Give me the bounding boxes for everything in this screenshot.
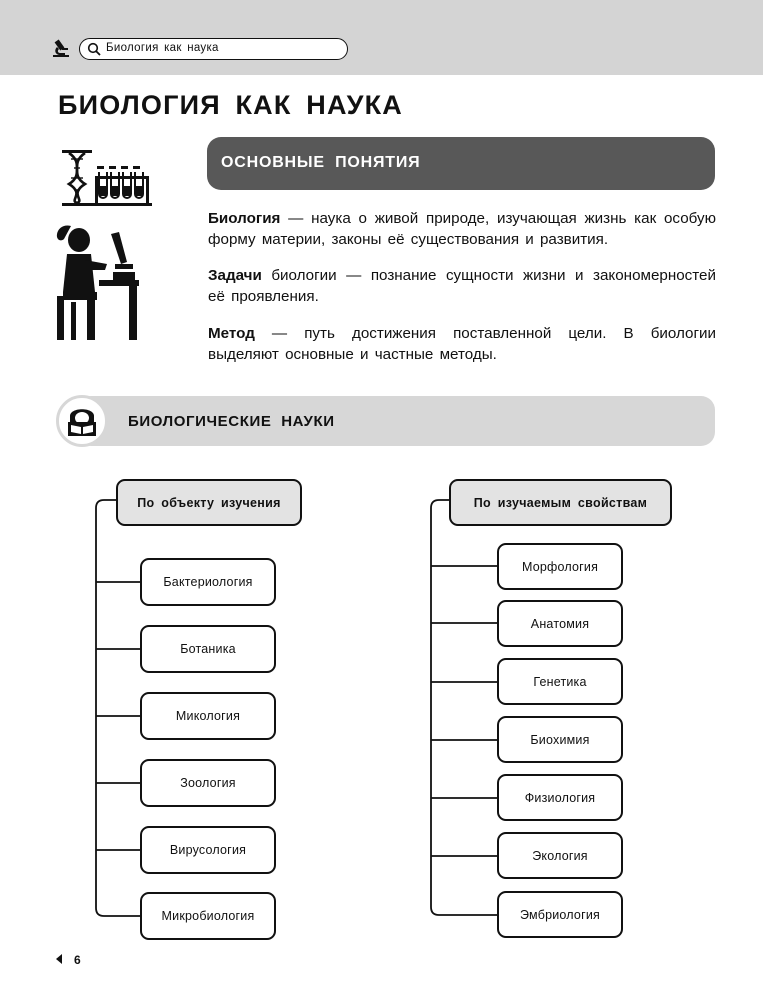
- section-title: БИОЛОГИЧЕСКИЕ НАУКИ: [128, 413, 335, 430]
- science-box: Эмбриология: [497, 891, 623, 938]
- definition-text: биологии — познание сущности жизни и закономерностей её проявления.: [208, 267, 716, 305]
- term-biology: Биология: [208, 210, 281, 227]
- tree-header-by-properties: По изучаемым свойствам: [449, 479, 672, 526]
- tree-header-by-object: По объекту изучения: [116, 479, 302, 526]
- page-arrow-icon: [55, 954, 63, 964]
- term-tasks: Задачи: [208, 267, 262, 284]
- science-box: Анатомия: [497, 600, 623, 647]
- science-box: Морфология: [497, 543, 623, 590]
- science-box: Экология: [497, 832, 623, 879]
- science-box: Микробиология: [140, 892, 276, 940]
- section-title: ОСНОВНЫЕ ПОНЯТИЯ: [221, 154, 421, 171]
- science-box: Микология: [140, 692, 276, 740]
- definition-text: — путь достижения поставленной цели. В биологии выделяют основные и частные методы.: [208, 325, 716, 363]
- science-box: Ботаника: [140, 625, 276, 673]
- science-box: Биохимия: [497, 716, 623, 763]
- science-box: Зоология: [140, 759, 276, 807]
- search-text: Биология как наука: [106, 42, 219, 54]
- science-box: Бактериология: [140, 558, 276, 606]
- page-title: БИОЛОГИЯ КАК НАУКА: [58, 90, 404, 120]
- science-box: Физиология: [497, 774, 623, 821]
- page-number: 6: [74, 953, 81, 967]
- term-method: Метод: [208, 325, 255, 342]
- science-box: Генетика: [497, 658, 623, 705]
- definition-text: — наука о живой природе, изучающая жизнь как особую форму материи, законы её существования и развития.: [208, 210, 716, 248]
- science-box: Вирусология: [140, 826, 276, 874]
